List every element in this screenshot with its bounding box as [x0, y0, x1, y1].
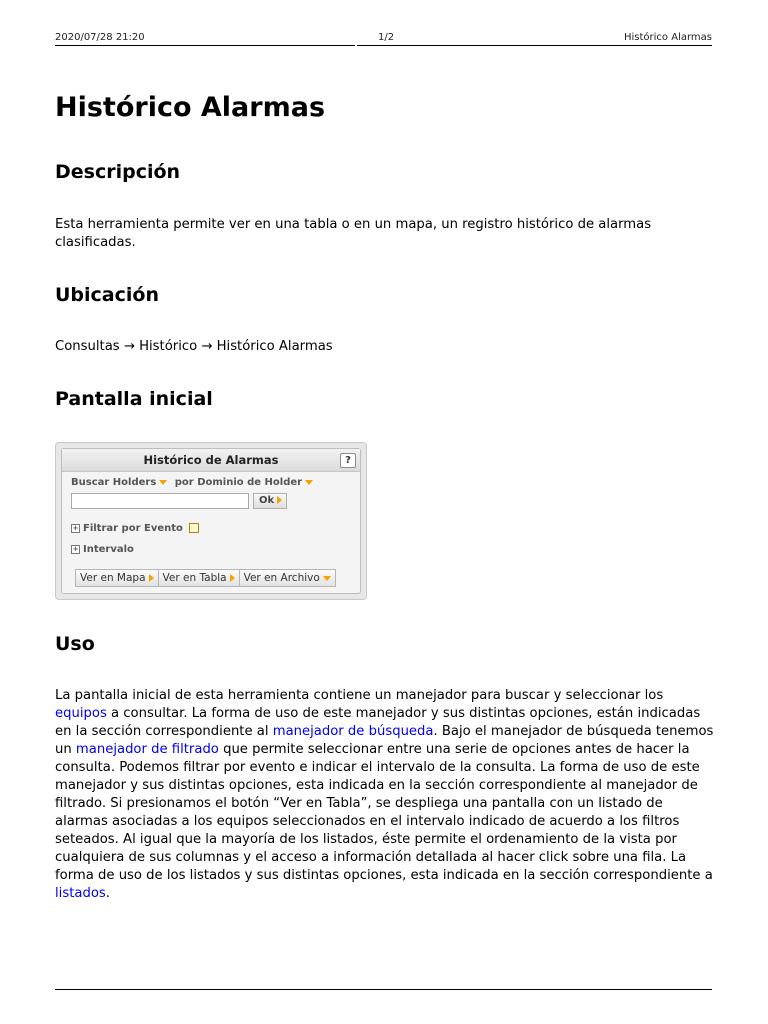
panel-title: Histórico de Alarmas — [62, 449, 360, 472]
ok-button[interactable] — [253, 493, 287, 509]
uso-text-3: . Bajo el manejador de búsqueda tenemos un — [55, 724, 714, 757]
intervalo-label: Intervalo — [83, 544, 134, 555]
chevron-down-icon — [305, 480, 313, 485]
intervalo-toggle[interactable] — [71, 544, 134, 555]
link-manejador-busqueda[interactable]: manejador de búsqueda — [272, 724, 434, 739]
page-header — [55, 32, 712, 46]
action-buttons — [75, 569, 335, 587]
ver-en-tabla-label: Ver en Tabla — [162, 572, 227, 584]
page-title: Histórico Alarmas — [55, 92, 326, 123]
ver-en-tabla-button[interactable] — [158, 569, 240, 587]
dominio-holder-dropdown[interactable]: por Dominio de Holder — [174, 477, 303, 488]
uso-text-5: . — [105, 886, 110, 901]
descripcion-text: Esta herramienta permite ver en una tabla o en un mapa, un registro histórico de alarmas clasificadas. — [55, 217, 652, 250]
footer-rule — [55, 989, 712, 990]
ver-en-mapa-label: Ver en Mapa — [80, 572, 146, 584]
header-datetime: 2020/07/28 21:20 — [55, 32, 145, 43]
ok-label: Ok — [259, 495, 275, 506]
ver-en-archivo-label: Ver en Archivo — [243, 572, 320, 584]
arrow-right-icon — [230, 574, 235, 582]
uso-text-2: a consultar. La forma de uso de este manejador y sus distintas opciones, están indicadas en la sección correspondiente al — [55, 706, 701, 739]
chevron-down-icon — [159, 480, 167, 485]
header-rule-left — [55, 45, 355, 46]
link-equipos[interactable]: equipos — [55, 706, 107, 721]
heading-uso: Uso — [55, 633, 95, 655]
chevron-down-icon — [323, 576, 331, 581]
screenshot-historico-alarmas-panel — [55, 442, 367, 600]
link-listados[interactable]: listados — [55, 886, 106, 901]
help-icon[interactable]: ? — [340, 453, 356, 468]
heading-pantalla-inicial: Pantalla inicial — [55, 388, 213, 410]
uso-text-1: La pantalla inicial de esta herramienta contiene un manejador para buscar y seleccionar los — [55, 688, 664, 703]
panel-body — [61, 448, 361, 594]
ver-en-mapa-button[interactable] — [75, 569, 159, 587]
ver-en-archivo-button[interactable] — [239, 569, 336, 587]
arrow-right-icon — [149, 574, 154, 582]
arrow-right-icon — [277, 496, 282, 504]
edit-icon — [189, 523, 199, 533]
search-mode-selectors — [71, 477, 313, 488]
header-page-number: 1/2 — [378, 32, 395, 43]
uso-paragraph — [55, 687, 715, 903]
expand-icon: + — [72, 523, 79, 532]
header-doc-title: Histórico Alarmas — [624, 32, 712, 43]
heading-ubicacion: Ubicación — [55, 284, 159, 306]
buscar-holders-dropdown[interactable]: Buscar Holders — [71, 477, 157, 488]
expand-icon: + — [72, 544, 79, 553]
uso-text-4: que permite seleccionar entre una serie de opciones antes de hacer la consulta. Podemos filtrar por evento e indicar el intervalo de la consulta. La forma de uso de este manejador y sus distintas opciones, esta indicada en la sección correspondiente al manejador de filtrado. Si presionamos el botón “Ver en Tabla”, se despliega una pantalla con un listado de alarmas asociadas a los equipos seleccionados en el intervalo indicado de acuerdo a los filtros seteados. Al igual que la mayoría de los listados, éste permite el ordenamiento de la vista por cualquiera de sus columnas y el acceso a información detallada al hacer click sobre una fila. La forma de uso de los listados y sus distintas opciones, esta indicada en la sección correspondiente a — [55, 742, 713, 883]
filtrar-evento-toggle[interactable] — [71, 523, 199, 534]
search-input[interactable] — [71, 493, 249, 509]
ubicacion-path: Consultas → Histórico → Histórico Alarmas — [55, 339, 333, 354]
filtrar-evento-label: Filtrar por Evento — [83, 523, 183, 534]
link-manejador-filtrado[interactable]: manejador de filtrado — [75, 742, 219, 757]
header-rule-right — [357, 45, 712, 46]
heading-descripcion: Descripción — [55, 161, 181, 183]
